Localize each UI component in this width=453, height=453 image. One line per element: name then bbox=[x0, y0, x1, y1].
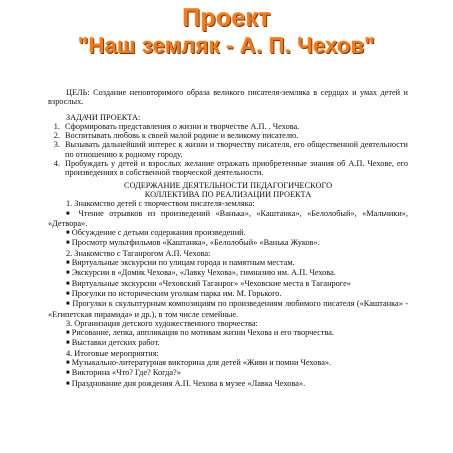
bullet-square-icon: ■ bbox=[66, 270, 70, 277]
bullet-square-icon: ■ bbox=[66, 301, 70, 308]
goal-paragraph: ЦЕЛЬ: Создание неповторимого образа великого писателя-земляка в сердцах и умах детей и взрослых. bbox=[48, 88, 408, 107]
content-heading-2: КОЛЛЕКТИВА ПО РЕАЛИЗАЦИИ ПРОЕКТА bbox=[144, 189, 312, 199]
bullet-item bbox=[48, 209, 408, 229]
bullet-square-icon: ■ bbox=[66, 360, 70, 367]
bullet-text: Виртуальные экскурсии по улицам города и памятным местам. bbox=[71, 258, 295, 268]
bullet-text: Чтение отрывков из произведений «Ванька», «Каштанка», «Белолобый», «Мальчики», «Детвора». bbox=[48, 208, 409, 228]
bullet-text: Прогулки по историческим уголкам парка им. М. Горького. bbox=[71, 288, 282, 298]
section-heading: 1. Знакомство детей с творчеством писателя-земляка: bbox=[66, 199, 255, 209]
bullet-item bbox=[48, 338, 408, 348]
bullet-text: Экскурсии в «Домик Чехова», «Лавку Чехова», гимназию им. А.П. Чехова. bbox=[71, 268, 336, 278]
section-heading: 2. Знакомство с Таганрогом А.П. Чехова: bbox=[66, 248, 211, 258]
bullet-square-icon: ■ bbox=[66, 210, 74, 217]
bullet-square-icon: ■ bbox=[66, 380, 70, 387]
bullet-square-icon: ■ bbox=[66, 340, 70, 347]
bullet-item bbox=[48, 228, 408, 238]
bullet-text: Рисование, лепка, аппликация по мотивам жизни Чехова и его творчества. bbox=[71, 328, 335, 338]
bullet-square-icon: ■ bbox=[66, 290, 70, 297]
content-heading-1: СОДЕРЖАНИЕ ДЕЯТЕЛЬНОСТИ ПЕДАГОГИЧЕСКОГО bbox=[123, 180, 333, 190]
task-item: 3. Вызывать дальнейший интерес к жизни и творчеству писателя, его общественной деятельности по отношению к родному городу. bbox=[62, 140, 408, 159]
document-body bbox=[48, 88, 408, 389]
bullet-text: Виртуальные экскурсии «Чеховский Таганрог» «Чеховские места в Таганроге» bbox=[71, 278, 351, 288]
bullet-item bbox=[48, 368, 408, 378]
bullet-text: Прогулки к скульптурным композициям по произведениям любимого писателя («Каштанка» - «Египетская пирамида» и др.), в том числе семейные. bbox=[48, 299, 409, 319]
task-item: 2. Воспитывать любовь к своей малой родине и великому писателю. bbox=[62, 131, 408, 140]
bullet-item bbox=[48, 268, 408, 278]
bullet-item bbox=[48, 279, 408, 289]
bullet-item bbox=[48, 328, 408, 338]
bullet-text: Просмотр мультфильмов «Каштанка», «Белолобый» «Ванька Жуков». bbox=[71, 238, 320, 248]
bullet-item bbox=[48, 379, 408, 389]
bullet-square-icon: ■ bbox=[66, 230, 70, 237]
bullet-item bbox=[48, 238, 408, 248]
bullet-text: Викторина «Что? Где? Когда?» bbox=[71, 368, 181, 378]
bullet-item bbox=[48, 299, 408, 319]
bullet-item bbox=[48, 258, 408, 268]
bullet-square-icon: ■ bbox=[66, 330, 70, 337]
section-heading: 3. Организация детского художественного творчества: bbox=[66, 318, 258, 328]
bullet-text: Музыкально-литературная викторина для детей «Живи и помни Чехова». bbox=[71, 358, 332, 368]
bullet-item bbox=[48, 358, 408, 368]
bullet-text: Обсуждение с детьми содержания произведений. bbox=[71, 228, 246, 238]
section-heading: 4. Итоговые мероприятия: bbox=[66, 348, 159, 358]
bullet-square-icon: ■ bbox=[66, 260, 70, 267]
tasks-list bbox=[48, 122, 408, 178]
bullet-text: Празднование дня рождения А.П. Чехова в музее «Лавка Чехова». bbox=[71, 378, 306, 388]
tasks-heading: ЗАДАЧИ ПРОЕКТА: bbox=[66, 112, 141, 122]
task-item: 1. Сформировать представления о жизни и творчестве А.П. . Чехова. bbox=[62, 122, 408, 131]
bullet-text: Выставки детских работ. bbox=[71, 338, 160, 348]
task-item: 4. Пробуждать у детей и взрослых желание отражать приобретенные знания об А.П. Чехове, его произведениях в собственной творческой деятельности. bbox=[62, 159, 408, 178]
document-title bbox=[0, 0, 453, 59]
bullet-square-icon: ■ bbox=[66, 280, 70, 287]
bullet-item bbox=[48, 289, 408, 299]
title-line-1: Проект bbox=[182, 4, 271, 32]
bullet-square-icon: ■ bbox=[66, 240, 70, 247]
sections-list bbox=[48, 199, 408, 389]
title-line-2: "Наш земляк - А. П. Чехов" bbox=[77, 33, 376, 58]
bullet-square-icon: ■ bbox=[66, 370, 70, 377]
